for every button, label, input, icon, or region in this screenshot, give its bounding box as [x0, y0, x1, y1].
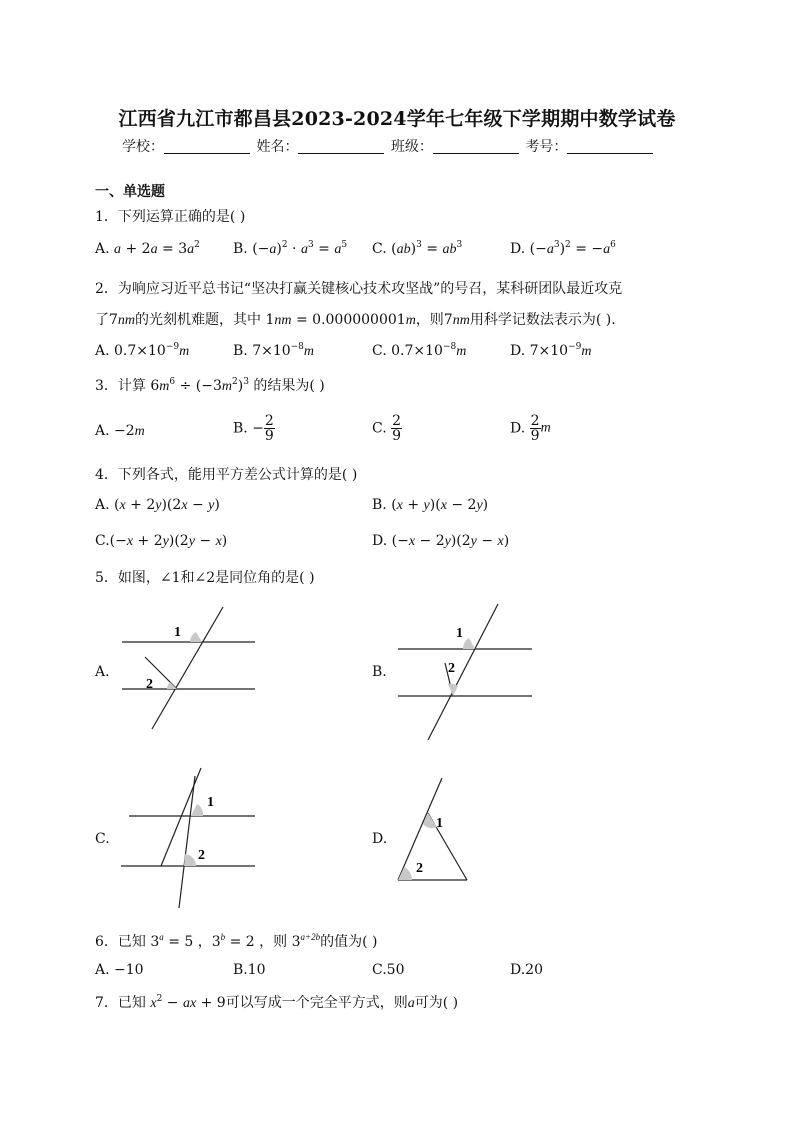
svg-text:1: 1 [436, 816, 443, 831]
q1-option-a[interactable]: A. $a + 2a = 3a^2$ [95, 240, 200, 257]
page-title: 江西省九江市都昌县2023-2024学年七年级下学期期中数学试卷 [118, 108, 676, 130]
q4-option-d[interactable]: D. (−x − 2y)(2y − x) [372, 533, 510, 549]
student-info-line [122, 136, 655, 156]
q5-option-c-label[interactable]: C. [95, 831, 110, 847]
q1-option-c[interactable]: C. $(ab)^3 = ab^3$ [372, 240, 463, 257]
q5-option-a-label[interactable]: A. [95, 664, 110, 680]
q5-option-b-label[interactable]: B. [372, 664, 387, 680]
q5-stem: 5．如图，∠1和∠2是同位角的是( ) [95, 570, 315, 586]
q1-stem: 1．下列运算正确的是( ) [95, 209, 246, 225]
class-label: 班级： [390, 139, 433, 155]
q4-option-c[interactable]: C.(−x + 2y)(2y − x) [95, 533, 228, 549]
exam-no-label: 考号： [525, 139, 568, 155]
q1-option-b[interactable]: B. $(-a)^2 \cdot a^3 = a^5$ [233, 240, 348, 257]
q5-figure-c [115, 762, 265, 912]
q2-option-d[interactable]: D. $7\times 10^{-9}m$ [510, 342, 592, 359]
school-blank[interactable] [164, 139, 250, 154]
name-label: 姓名： [256, 139, 299, 155]
q5-figure-a [110, 605, 270, 735]
svg-text:2: 2 [198, 848, 205, 863]
svg-text:1: 1 [456, 626, 463, 641]
q7-stem: 7．已知 $x^2$ − ax + 9可以写成一个完全平方式，则a可为( ) [95, 994, 459, 1011]
school-label: 学校： [122, 139, 164, 155]
q3-stem: 3．计算 $6m^6 \div (-3m^2)^3$ 的结果为( ) [95, 377, 325, 394]
q4-stem: 4．下列各式，能用平方差公式计算的是( ) [95, 467, 358, 483]
q2-option-a[interactable]: A. $0.7\times 10^{-9}m$ [95, 342, 190, 359]
q4-option-a[interactable]: A. (x + 2y)(2x − y) [95, 497, 220, 513]
q3-option-c[interactable]: C. $\frac{2}{9}$ [372, 413, 402, 444]
q1-option-d[interactable]: D. $(-a^3)^2 = -a^6$ [510, 240, 616, 257]
section-heading: 一、单选题 [95, 184, 165, 200]
name-blank[interactable] [298, 139, 384, 154]
q3-option-a[interactable]: A. −2m [95, 423, 145, 439]
q6-stem: 6．已知 $3^a = 5$ ，$3^b = 2$ ，则 $3^{a+2b}$的值为( ) [95, 932, 378, 950]
svg-text:2: 2 [448, 661, 455, 676]
q5-figure-d [392, 775, 477, 887]
q3-option-d[interactable]: D. $\frac{2}{9}$ m [510, 413, 551, 444]
exam-no-blank[interactable] [567, 139, 653, 154]
svg-text:2: 2 [416, 861, 423, 876]
svg-text:1: 1 [207, 795, 214, 810]
svg-text:1: 1 [174, 625, 181, 640]
q6-option-a[interactable]: A. −10 [95, 962, 144, 978]
q6-option-b[interactable]: B.10 [233, 962, 266, 978]
q3-option-b[interactable]: B. − $\frac{2}{9}$ [233, 413, 274, 444]
q2-option-b[interactable]: B. $7\times 10^{-8}m$ [233, 342, 315, 359]
q5-figure-b [390, 600, 540, 745]
q6-option-c[interactable]: C.50 [372, 962, 405, 978]
q2-option-c[interactable]: C. $0.7\times 10^{-8}m$ [372, 342, 467, 359]
q5-option-d-label[interactable]: D. [372, 831, 388, 847]
q2-stem-line2: 了7nm的光刻机难题，其中 1nm = 0.000000001m，则7nm用科学记数法表示为( ). [95, 312, 616, 328]
svg-text:2: 2 [146, 677, 153, 692]
q4-option-b[interactable]: B. (x + y)(x − 2y) [372, 497, 489, 513]
q2-stem-line1: 2．为响应习近平总书记“坚决打赢关键核心技术攻坚战”的号召，某科研团队最近攻克 [95, 281, 623, 297]
class-blank[interactable] [433, 139, 519, 154]
q6-option-d[interactable]: D.20 [510, 962, 543, 978]
